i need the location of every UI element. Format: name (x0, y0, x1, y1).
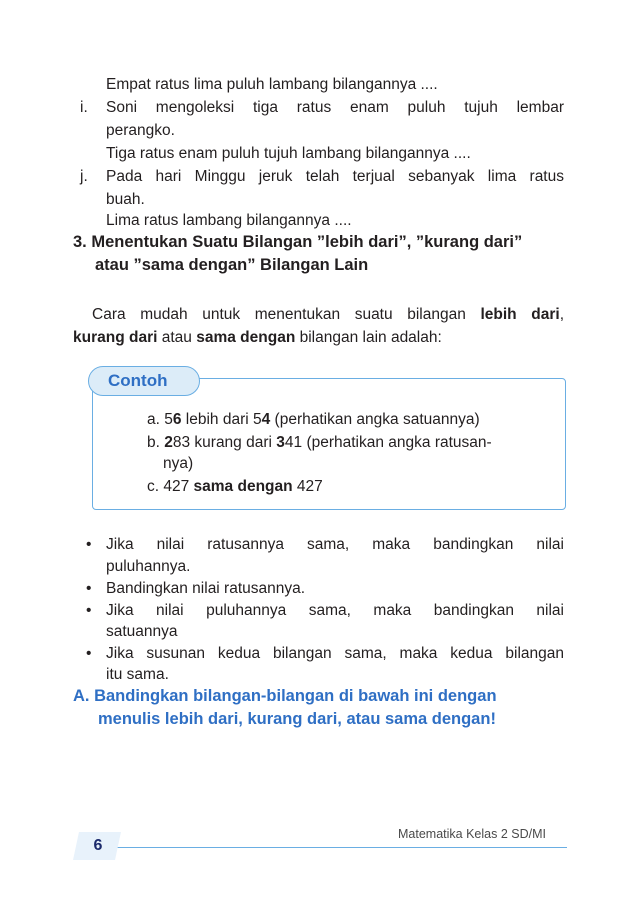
intro-line2 (73, 328, 442, 348)
bullet-symbol-4: • (86, 645, 92, 662)
example-a-digit1: 6 (172, 411, 182, 428)
bullet-1-line1: Jika nilai ratusannya sama, maka bandingkan nilai (106, 536, 564, 553)
example-a-prefix: a. 5 (147, 411, 173, 428)
intro-line1 (92, 305, 564, 325)
exercise-a-heading: A. Bandingkan bilangan-bilangan di bawah ini dengan (73, 687, 497, 705)
example-b-digit1: 2 (164, 434, 173, 451)
intro-comma: , (559, 306, 564, 323)
intro-text-end: bilangan lain adalah: (299, 329, 442, 346)
bullet-symbol-2: • (86, 580, 92, 597)
footer-rule (112, 847, 567, 848)
item-j-marker: j. (80, 168, 88, 185)
example-a-mid: lebih dari 5 (181, 411, 262, 428)
item-j-line1: Pada hari Minggu jeruk telah terjual sebanyak lima ratus (106, 168, 564, 185)
bullet-symbol-1: • (86, 536, 92, 553)
intro-term-lebih-dari: lebih dari (480, 306, 560, 323)
exercise-a-heading-cont: menulis lebih dari, kurang dari, atau sama dengan! (98, 710, 496, 728)
item-i-line3: Tiga ratus enam puluh tujuh lambang bilangannya .... (106, 145, 471, 162)
footer-book-title: Matematika Kelas 2 SD/MI (398, 827, 546, 841)
item-j-line2: buah. (106, 191, 145, 208)
example-b-prefix: b. (147, 434, 165, 451)
bullet-3-line1: Jika nilai puluhannya sama, maka bandingkan nilai (106, 602, 564, 619)
example-item-b (147, 433, 492, 453)
intro-term-sama-dengan: sama dengan (196, 329, 296, 346)
intro-term-kurang-dari: kurang dari (73, 329, 158, 346)
section-3-heading: 3. Menentukan Suatu Bilangan ”lebih dari”, ”kurang dari” (73, 233, 523, 251)
intro-line1-text: Cara mudah untuk menentukan suatu bilangan (92, 306, 466, 323)
item-i-line1: Soni mengoleksi tiga ratus enam puluh tujuh lembar (106, 99, 564, 116)
item-i-marker: i. (80, 99, 88, 116)
example-tab-label: Contoh (108, 371, 168, 390)
example-item-c (147, 477, 323, 497)
item-h-last-line: Empat ratus lima puluh lambang bilangannya .... (106, 76, 438, 93)
bullet-symbol-3: • (86, 602, 92, 619)
example-c-suffix: 427 (292, 478, 323, 495)
bullet-1-line2: puluhannya. (106, 558, 191, 575)
example-b-suffix: 41 (perhatikan angka ratusan- (284, 434, 492, 451)
example-b-digit2: 3 (276, 434, 285, 451)
bullet-4-line2: itu sama. (106, 666, 169, 683)
page-number: 6 (93, 837, 103, 854)
example-a-suffix: (perhatikan angka satuannya) (270, 411, 480, 428)
example-a-digit2: 4 (261, 411, 271, 428)
example-item-a (147, 410, 480, 430)
intro-text-atau: atau (161, 329, 192, 346)
item-j-line3: Lima ratus lambang bilangannya .... (106, 212, 352, 229)
example-b-mid: 83 kurang dari (172, 434, 277, 451)
bullet-3-line2: satuannya (106, 623, 178, 640)
item-i-line2: perangko. (106, 122, 175, 139)
bullet-4-line1: Jika susunan kedua bilangan sama, maka kedua bilangan (106, 645, 564, 662)
section-3-heading-cont: atau ”sama dengan” Bilangan Lain (95, 256, 369, 274)
example-c-bold: sama dengan (193, 478, 293, 495)
example-item-b-cont: nya) (163, 455, 194, 472)
example-c-prefix: c. 427 (147, 478, 194, 495)
bullet-2-line1: Bandingkan nilai ratusannya. (106, 580, 306, 597)
